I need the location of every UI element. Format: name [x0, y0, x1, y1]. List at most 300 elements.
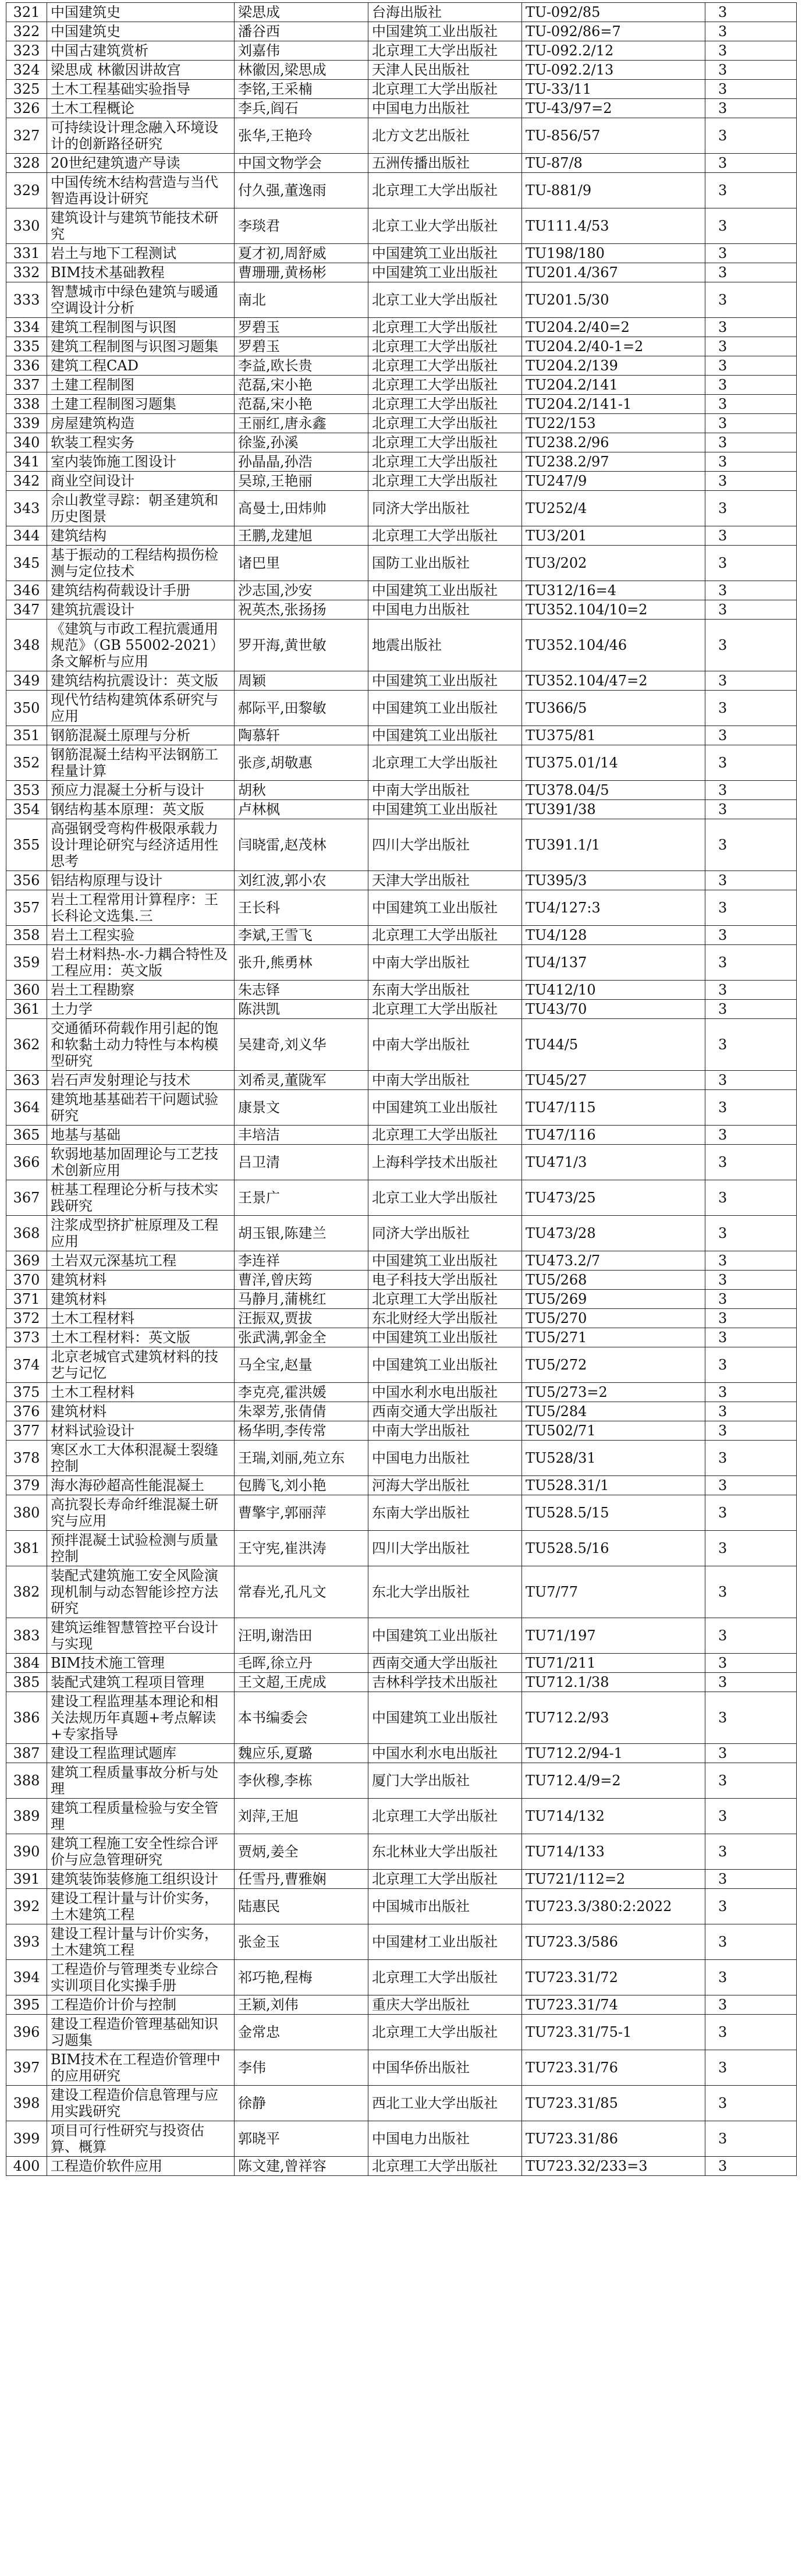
table-body	[6, 3, 797, 2176]
book-publisher: 北京理工大学出版社	[368, 526, 522, 546]
book-author: 王颖,刘伟	[235, 1995, 368, 2015]
call-number: TU204.2/141-1	[522, 395, 705, 414]
book-title: 20世纪建筑遗产导读	[47, 154, 235, 173]
book-author: 徐鉴,孙溪	[235, 433, 368, 452]
call-number: TU5/272	[522, 1347, 705, 1383]
call-number: TU3/201	[522, 526, 705, 546]
call-number: TU238.2/97	[522, 452, 705, 472]
table-row	[6, 890, 797, 926]
call-number: TU111.4/53	[522, 208, 705, 244]
row-number: 365	[6, 1126, 47, 1145]
book-title: 土木工程材料：英文版	[47, 1328, 235, 1347]
book-title: 土建工程制图	[47, 376, 235, 395]
book-title: 岩土材料热-水-力耦合特性及工程应用：英文版	[47, 945, 235, 981]
table-row	[6, 282, 797, 318]
book-author: 朱翠芳,张倩倩	[235, 1402, 368, 1421]
copy-count: 3	[705, 2157, 797, 2176]
table-row	[6, 452, 797, 472]
row-number: 347	[6, 600, 47, 620]
copy-count: 3	[705, 318, 797, 337]
copy-count: 3	[705, 1566, 797, 1618]
copy-count: 3	[705, 1870, 797, 1889]
book-publisher: 北京理工大学出版社	[368, 356, 522, 376]
book-publisher: 中国建筑工业出版社	[368, 1328, 522, 1347]
call-number: TU502/71	[522, 1421, 705, 1441]
book-publisher: 北京理工大学出版社	[368, 318, 522, 337]
book-publisher: 中南大学出版社	[368, 781, 522, 800]
table-row	[6, 433, 797, 452]
call-number: TU-092/85	[522, 3, 705, 22]
call-number: TU3/202	[522, 546, 705, 581]
book-author: 杨华明,李传常	[235, 1421, 368, 1441]
call-number: TU-092.2/12	[522, 41, 705, 61]
book-publisher: 中国建筑工业出版社	[368, 1692, 522, 1744]
row-number: 353	[6, 781, 47, 800]
book-publisher: 中国华侨出版社	[368, 2050, 522, 2086]
table-row	[6, 1834, 797, 1870]
table-row	[6, 1071, 797, 1090]
book-title: 《建筑与市政工程抗震通用规范》（GB 55002-2021）条文解析与应用	[47, 620, 235, 671]
table-row	[6, 726, 797, 745]
call-number: TU204.2/141	[522, 376, 705, 395]
book-publisher: 北京理工大学出版社	[368, 1960, 522, 1995]
book-publisher: 北京理工大学出版社	[368, 1870, 522, 1889]
row-number: 372	[6, 1309, 47, 1328]
table-row	[6, 263, 797, 282]
table-row	[6, 414, 797, 433]
row-number: 334	[6, 318, 47, 337]
row-number: 328	[6, 154, 47, 173]
copy-count: 3	[705, 691, 797, 726]
row-number: 358	[6, 926, 47, 945]
book-title: 工程造价与管理类专业综合实训项目化实操手册	[47, 1960, 235, 1995]
book-publisher: 同济大学出版社	[368, 491, 522, 526]
book-title: 土木工程概论	[47, 99, 235, 118]
call-number: TU712.2/93	[522, 1692, 705, 1744]
book-author: 王守宪,崔洪涛	[235, 1531, 368, 1566]
table-row	[6, 819, 797, 871]
table-row	[6, 1995, 797, 2015]
book-publisher: 中南大学出版社	[368, 1421, 522, 1441]
book-publisher: 北京理工大学出版社	[368, 472, 522, 491]
call-number: TU723.31/85	[522, 2086, 705, 2121]
copy-count: 3	[705, 1000, 797, 1019]
row-number: 344	[6, 526, 47, 546]
copy-count: 3	[705, 945, 797, 981]
call-number: TU395/3	[522, 871, 705, 890]
row-number: 368	[6, 1216, 47, 1251]
book-publisher: 北京工业大学出版社	[368, 1180, 522, 1216]
copy-count: 3	[705, 1995, 797, 2015]
table-row	[6, 1090, 797, 1126]
book-author: 吕卫清	[235, 1145, 368, 1180]
book-title: 房屋建筑构造	[47, 414, 235, 433]
row-number: 381	[6, 1531, 47, 1566]
table-row	[6, 926, 797, 945]
book-publisher: 北京工业大学出版社	[368, 208, 522, 244]
book-publisher: 中国电力出版社	[368, 99, 522, 118]
table-row	[6, 671, 797, 691]
copy-count: 3	[705, 1019, 797, 1071]
book-publisher: 中国建筑工业出版社	[368, 244, 522, 263]
row-number: 351	[6, 726, 47, 745]
book-title: 预拌混凝土试验检测与质量控制	[47, 1531, 235, 1566]
book-title: 钢筋混凝土原理与分析	[47, 726, 235, 745]
book-author: 郭晓平	[235, 2121, 368, 2157]
table-row	[6, 1000, 797, 1019]
copy-count: 3	[705, 1383, 797, 1402]
book-title: 岩土工程常用计算程序：王长科论文选集.三	[47, 890, 235, 926]
call-number: TU4/137	[522, 945, 705, 981]
book-publisher: 北京理工大学出版社	[368, 376, 522, 395]
call-number: TU47/116	[522, 1126, 705, 1145]
book-publisher: 地震出版社	[368, 620, 522, 671]
book-author: 李连祥	[235, 1251, 368, 1271]
book-author: 孙晶晶,孙浩	[235, 452, 368, 472]
book-author: 王丽红,唐永鑫	[235, 414, 368, 433]
row-number: 398	[6, 2086, 47, 2121]
table-row	[6, 1531, 797, 1566]
row-number: 376	[6, 1402, 47, 1421]
call-number: TU391/38	[522, 800, 705, 819]
book-publisher: 北京理工大学出版社	[368, 337, 522, 356]
copy-count: 3	[705, 1889, 797, 1924]
book-title: 工程造价软件应用	[47, 2157, 235, 2176]
row-number: 343	[6, 491, 47, 526]
call-number: TU-856/57	[522, 118, 705, 154]
book-publisher: 中国水利水电出版社	[368, 1744, 522, 1763]
table-row	[6, 691, 797, 726]
table-row	[6, 1763, 797, 1799]
copy-count: 3	[705, 337, 797, 356]
call-number: TU71/197	[522, 1618, 705, 1654]
copy-count: 3	[705, 22, 797, 41]
book-publisher: 北京理工大学出版社	[368, 1290, 522, 1309]
call-number: TU5/268	[522, 1271, 705, 1290]
copy-count: 3	[705, 1271, 797, 1290]
call-number: TU252/4	[522, 491, 705, 526]
call-number: TU5/273=2	[522, 1383, 705, 1402]
book-title: 岩土与地下工程测试	[47, 244, 235, 263]
row-number: 331	[6, 244, 47, 263]
book-author: 包腾飞,刘小艳	[235, 1476, 368, 1495]
copy-count: 3	[705, 1763, 797, 1799]
copy-count: 3	[705, 263, 797, 282]
copy-count: 3	[705, 800, 797, 819]
book-author: 李琰君	[235, 208, 368, 244]
call-number: TU-33/11	[522, 80, 705, 99]
table-row	[6, 1271, 797, 1290]
book-author: 刘嘉伟	[235, 41, 368, 61]
book-title: 装配式建筑施工安全风险演现机制与动态智能诊控方法研究	[47, 1566, 235, 1618]
call-number: TU71/211	[522, 1654, 705, 1673]
book-title: 建筑工程质量事故分析与处理	[47, 1763, 235, 1799]
copy-count: 3	[705, 154, 797, 173]
table-row	[6, 620, 797, 671]
call-number: TU247/9	[522, 472, 705, 491]
call-number: TU201.4/367	[522, 263, 705, 282]
book-author: 陶慕轩	[235, 726, 368, 745]
copy-count: 3	[705, 546, 797, 581]
book-title: 岩土工程勘察	[47, 981, 235, 1000]
book-publisher: 北京理工大学出版社	[368, 173, 522, 208]
book-publisher: 电子科技大学出版社	[368, 1271, 522, 1290]
call-number: TU5/269	[522, 1290, 705, 1309]
row-number: 396	[6, 2015, 47, 2050]
call-number: TU45/27	[522, 1071, 705, 1090]
call-number: TU44/5	[522, 1019, 705, 1071]
book-title: 土岩双元深基坑工程	[47, 1251, 235, 1271]
row-number: 370	[6, 1271, 47, 1290]
call-number: TU714/133	[522, 1834, 705, 1870]
book-publisher: 北京理工大学出版社	[368, 433, 522, 452]
call-number: TU528.5/15	[522, 1495, 705, 1531]
call-number: TU5/270	[522, 1309, 705, 1328]
book-title: 商业空间设计	[47, 472, 235, 491]
book-title: 建筑工程制图与识图	[47, 318, 235, 337]
book-publisher: 中国建筑工业出版社	[368, 691, 522, 726]
row-number: 387	[6, 1744, 47, 1763]
table-row	[6, 1216, 797, 1251]
copy-count: 3	[705, 1654, 797, 1673]
table-row	[6, 22, 797, 41]
table-row	[6, 526, 797, 546]
copy-count: 3	[705, 1834, 797, 1870]
book-title: 北京老城官式建筑材料的技艺与记忆	[47, 1347, 235, 1383]
book-title: 建筑材料	[47, 1290, 235, 1309]
book-publisher: 东北林业大学出版社	[368, 1834, 522, 1870]
row-number: 329	[6, 173, 47, 208]
table-row	[6, 337, 797, 356]
copy-count: 3	[705, 1692, 797, 1744]
book-title: 钢结构基本原理：英文版	[47, 800, 235, 819]
row-number: 380	[6, 1495, 47, 1531]
book-publisher: 北京理工大学出版社	[368, 926, 522, 945]
book-author: 曹擎宇,郭丽萍	[235, 1495, 368, 1531]
call-number: TU22/153	[522, 414, 705, 433]
book-publisher: 河海大学出版社	[368, 1476, 522, 1495]
call-number: TU723.3/380:2:2022	[522, 1889, 705, 1924]
book-title: 软弱地基加固理论与工艺技术创新应用	[47, 1145, 235, 1180]
copy-count: 3	[705, 433, 797, 452]
call-number: TU375/81	[522, 726, 705, 745]
call-number: TU-87/8	[522, 154, 705, 173]
table-row	[6, 981, 797, 1000]
book-title: 土木工程材料	[47, 1309, 235, 1328]
book-publisher: 中国建筑工业出版社	[368, 800, 522, 819]
row-number: 355	[6, 819, 47, 871]
table-row	[6, 41, 797, 61]
book-title: 钢筋混凝土结构平法钢筋工程量计算	[47, 745, 235, 781]
copy-count: 3	[705, 452, 797, 472]
copy-count: 3	[705, 356, 797, 376]
call-number: TU198/180	[522, 244, 705, 263]
table-row	[6, 1309, 797, 1328]
book-title: 建筑结构	[47, 526, 235, 546]
copy-count: 3	[705, 282, 797, 318]
book-publisher: 中国城市出版社	[368, 1889, 522, 1924]
book-publisher: 四川大学出版社	[368, 819, 522, 871]
table-row	[6, 1673, 797, 1692]
book-title: 中国古建筑赏析	[47, 41, 235, 61]
book-title: 室内装饰施工图设计	[47, 452, 235, 472]
book-publisher: 北京理工大学出版社	[368, 745, 522, 781]
table-row	[6, 99, 797, 118]
table-row	[6, 1180, 797, 1216]
table-row	[6, 2121, 797, 2157]
book-author: 康景文	[235, 1090, 368, 1126]
row-number: 366	[6, 1145, 47, 1180]
book-publisher: 东南大学出版社	[368, 981, 522, 1000]
book-author: 祁巧艳,程梅	[235, 1960, 368, 1995]
row-number: 349	[6, 671, 47, 691]
row-number: 350	[6, 691, 47, 726]
call-number: TU352.104/46	[522, 620, 705, 671]
row-number: 367	[6, 1180, 47, 1216]
copy-count: 3	[705, 671, 797, 691]
table-row	[6, 376, 797, 395]
book-title: 建筑运维智慧管控平台设计与实现	[47, 1618, 235, 1654]
row-number: 375	[6, 1383, 47, 1402]
copy-count: 3	[705, 395, 797, 414]
table-row	[6, 2015, 797, 2050]
book-title: BIM技术在工程造价管理中的应用研究	[47, 2050, 235, 2086]
copy-count: 3	[705, 745, 797, 781]
copy-count: 3	[705, 1251, 797, 1271]
row-number: 394	[6, 1960, 47, 1995]
book-author: 潘谷西	[235, 22, 368, 41]
book-publisher: 中国建筑工业出版社	[368, 263, 522, 282]
copy-count: 3	[705, 2121, 797, 2157]
book-publisher: 北京理工大学出版社	[368, 80, 522, 99]
row-number: 325	[6, 80, 47, 99]
book-publisher: 五洲传播出版社	[368, 154, 522, 173]
table-row	[6, 356, 797, 376]
book-publisher: 北京理工大学出版社	[368, 41, 522, 61]
book-author: 沙志国,沙安	[235, 581, 368, 600]
book-author: 王长科	[235, 890, 368, 926]
copy-count: 3	[705, 99, 797, 118]
book-title: 建设工程监理试题库	[47, 1744, 235, 1763]
call-number: TU375.01/14	[522, 745, 705, 781]
row-number: 359	[6, 945, 47, 981]
copy-count: 3	[705, 118, 797, 154]
call-number: TU5/284	[522, 1402, 705, 1421]
table-row	[6, 1347, 797, 1383]
table-row	[6, 2086, 797, 2121]
call-number: TU528.5/16	[522, 1531, 705, 1566]
book-author: 李伙穆,李栋	[235, 1763, 368, 1799]
table-row	[6, 3, 797, 22]
table-row	[6, 1476, 797, 1495]
copy-count: 3	[705, 620, 797, 671]
row-number: 345	[6, 546, 47, 581]
copy-count: 3	[705, 726, 797, 745]
book-publisher: 中国建筑工业出版社	[368, 671, 522, 691]
book-title: 地基与基础	[47, 1126, 235, 1145]
book-publisher: 西南交通大学出版社	[368, 1654, 522, 1673]
copy-count: 3	[705, 819, 797, 871]
row-number: 322	[6, 22, 47, 41]
row-number: 371	[6, 1290, 47, 1309]
book-author: 陈洪凯	[235, 1000, 368, 1019]
table-row	[6, 1383, 797, 1402]
table-row	[6, 1799, 797, 1834]
book-publisher: 中国建筑工业出版社	[368, 1090, 522, 1126]
book-author: 李益,欧长贵	[235, 356, 368, 376]
table-row	[6, 472, 797, 491]
call-number: TU352.104/47=2	[522, 671, 705, 691]
copy-count: 3	[705, 414, 797, 433]
book-author: 曹洋,曾庆筠	[235, 1271, 368, 1290]
book-publisher: 中国建筑工业出版社	[368, 890, 522, 926]
table-row	[6, 1402, 797, 1421]
book-author: 郝际平,田黎敏	[235, 691, 368, 726]
copy-count: 3	[705, 781, 797, 800]
book-title: 建筑地基基础若干问题试验研究	[47, 1090, 235, 1126]
book-author: 陈文建,曾祥容	[235, 2157, 368, 2176]
copy-count: 3	[705, 244, 797, 263]
book-author: 刘希灵,董陇军	[235, 1071, 368, 1090]
book-author: 王鹏,龙建旭	[235, 526, 368, 546]
book-publisher: 中国建材工业出版社	[368, 1924, 522, 1960]
book-author: 罗开海,黄世敏	[235, 620, 368, 671]
book-author: 汪明,谢浩田	[235, 1618, 368, 1654]
book-title: 土木工程基础实验指导	[47, 80, 235, 99]
call-number: TU412/10	[522, 981, 705, 1000]
book-title: 中国传统木结构营造与当代智造再设计研究	[47, 173, 235, 208]
table-row	[6, 581, 797, 600]
row-number: 385	[6, 1673, 47, 1692]
book-title: 建设工程计量与计价实务，土木建筑工程	[47, 1889, 235, 1924]
row-number: 390	[6, 1834, 47, 1870]
book-publisher: 同济大学出版社	[368, 1216, 522, 1251]
book-title: 桩基工程理论分析与技术实践研究	[47, 1180, 235, 1216]
book-publisher: 中南大学出版社	[368, 945, 522, 981]
book-title: 中国建筑史	[47, 3, 235, 22]
book-author: 胡秋	[235, 781, 368, 800]
row-number: 369	[6, 1251, 47, 1271]
row-number: 374	[6, 1347, 47, 1383]
copy-count: 3	[705, 1090, 797, 1126]
table-row	[6, 2157, 797, 2176]
call-number: TU712.2/94-1	[522, 1744, 705, 1763]
table-row	[6, 1744, 797, 1763]
book-title: 建筑抗震设计	[47, 600, 235, 620]
book-author: 李斌,王雪飞	[235, 926, 368, 945]
table-row	[6, 1870, 797, 1889]
copy-count: 3	[705, 80, 797, 99]
book-title: 土建工程制图习题集	[47, 395, 235, 414]
copy-count: 3	[705, 890, 797, 926]
book-title: 建筑工程施工安全性综合评价与应急管理研究	[47, 1834, 235, 1870]
book-title: 建设工程计量与计价实务，土木建筑工程	[47, 1924, 235, 1960]
book-title: 梁思成 林徽因讲故宫	[47, 61, 235, 80]
book-author: 中国文物学会	[235, 154, 368, 173]
row-number: 339	[6, 414, 47, 433]
row-number: 392	[6, 1889, 47, 1924]
table-row	[6, 154, 797, 173]
book-title: 高强钢受弯构件极限承载力设计理论研究与经济适用性思考	[47, 819, 235, 871]
book-title: 铝结构原理与设计	[47, 871, 235, 890]
book-title: 建设工程造价管理基础知识习题集	[47, 2015, 235, 2050]
book-author: 范磊,宋小艳	[235, 376, 368, 395]
table-row	[6, 1251, 797, 1271]
book-title: 项目可行性研究与投资估算、概算	[47, 2121, 235, 2157]
book-title: 佘山教堂寻踪：朝圣建筑和历史图景	[47, 491, 235, 526]
table-row	[6, 2050, 797, 2086]
copy-count: 3	[705, 472, 797, 491]
